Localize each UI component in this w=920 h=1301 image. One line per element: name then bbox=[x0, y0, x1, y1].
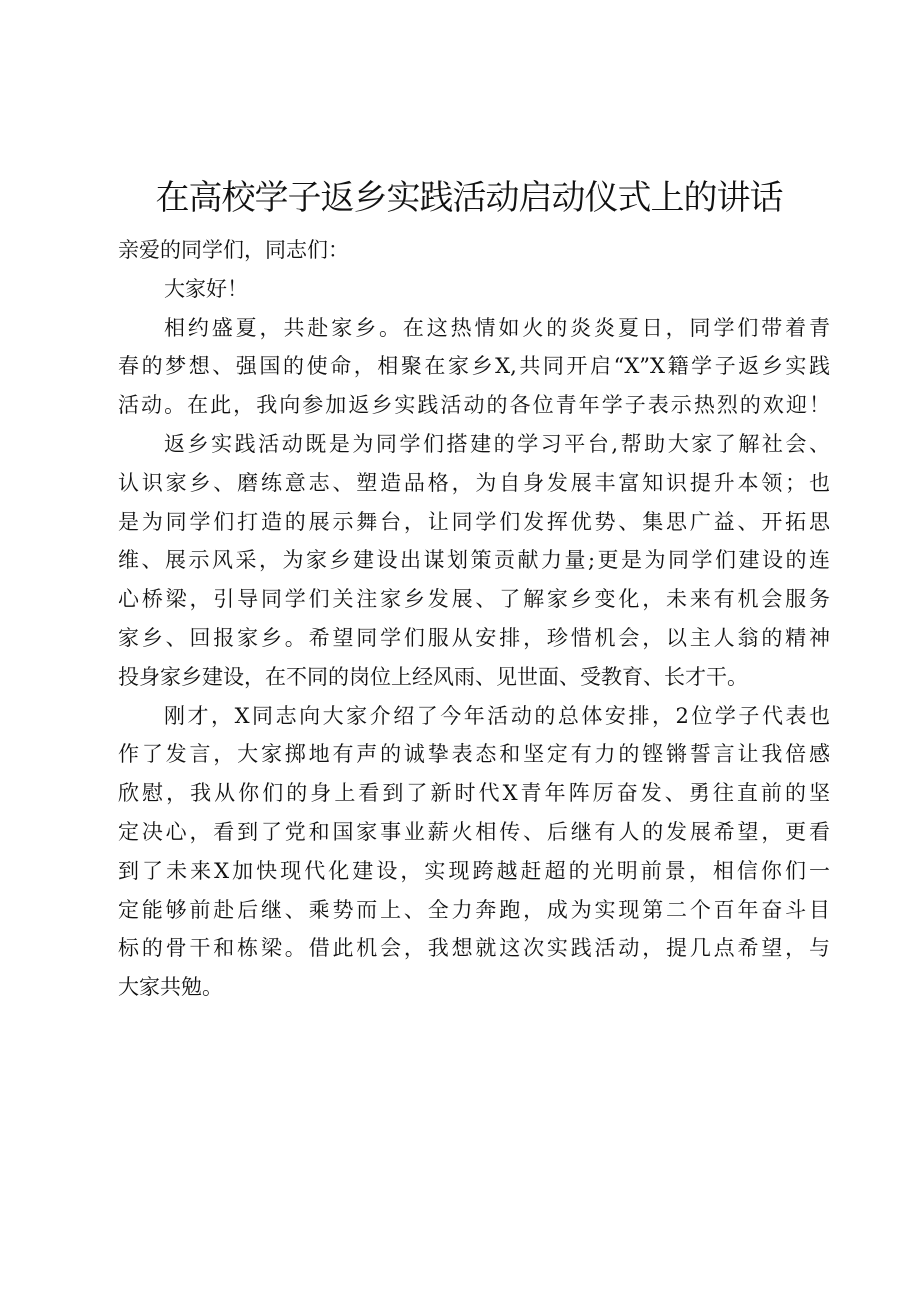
paragraph-3 bbox=[118, 697, 830, 1007]
paragraph-line: 认识家乡、磨练意志、塑造品格，为自身发展丰富知识提升本领；也 bbox=[118, 470, 830, 495]
paragraph-line: 定决心，看到了党和国家事业薪火相传、后继有人的发展希望，更看 bbox=[118, 819, 830, 844]
paragraph-2 bbox=[118, 425, 830, 697]
document-title: 在高校学子返乡实践活动启动仪式上的讲话 bbox=[155, 178, 783, 218]
paragraph-line: 返乡实践活动既是为同学们搭建的学习平台,帮助大家了解社会、 bbox=[164, 431, 830, 456]
paragraph-line: 作了发言，大家掷地有声的诚挚表态和坚定有力的铿锵誓言让我倍感 bbox=[118, 742, 830, 767]
paragraph-line: 标的骨干和栋梁。借此机会，我想就这次实践活动，提几点希望，与 bbox=[118, 936, 830, 961]
paragraph-line: 到了未来X加快现代化建设，实现跨越赶超的光明前景，相信你们一 bbox=[118, 858, 830, 883]
paragraph-line: 大家共勉。 bbox=[118, 975, 223, 1000]
paragraph-line: 定能够前赴后继、乘势而上、全力奔跑，成为实现第二个百年奋斗目 bbox=[118, 897, 830, 922]
paragraph-line: 投身家乡建设，在不同的岗位上经风雨、见世面、受教育、长才干。 bbox=[118, 664, 748, 689]
paragraph-line: 刚才，X同志向大家介绍了今年活动的总体安排，2位学子代表也 bbox=[164, 703, 830, 728]
paragraph-line: 春的梦想、强国的使命，相聚在家乡X,共同开启“X”X籍学子返乡实践 bbox=[118, 354, 830, 379]
paragraph-line: 家乡、回报家乡。希望同学们服从安排，珍惜机会，以主人翁的精神 bbox=[118, 625, 830, 650]
paragraph-line: 相约盛夏，共赴家乡。在这热情如火的炎炎夏日，同学们带着青 bbox=[164, 315, 830, 340]
paragraph-line: 心桥梁，引导同学们关注家乡发展、了解家乡变化，未来有机会服务 bbox=[118, 587, 830, 612]
paragraph-1 bbox=[118, 309, 830, 425]
greeting: 大家好！ bbox=[164, 276, 248, 301]
salutation: 亲爱的同学们，同志们： bbox=[118, 238, 349, 262]
paragraph-line: 活动。在此，我向参加返乡实践活动的各位青年学子表示热烈的欢迎！ bbox=[118, 393, 830, 418]
paragraph-line: 是为同学们打造的展示舞台，让同学们发挥优势、集思广益、开拓思 bbox=[118, 509, 830, 534]
paragraph-line: 维、展示风采，为家乡建设出谋划策贡献力量;更是为同学们建设的连 bbox=[118, 548, 830, 573]
document-body bbox=[118, 231, 830, 1007]
paragraph-line: 欣慰，我从你们的身上看到了新时代X青年阵厉奋发、勇往直前的坚 bbox=[118, 781, 830, 806]
